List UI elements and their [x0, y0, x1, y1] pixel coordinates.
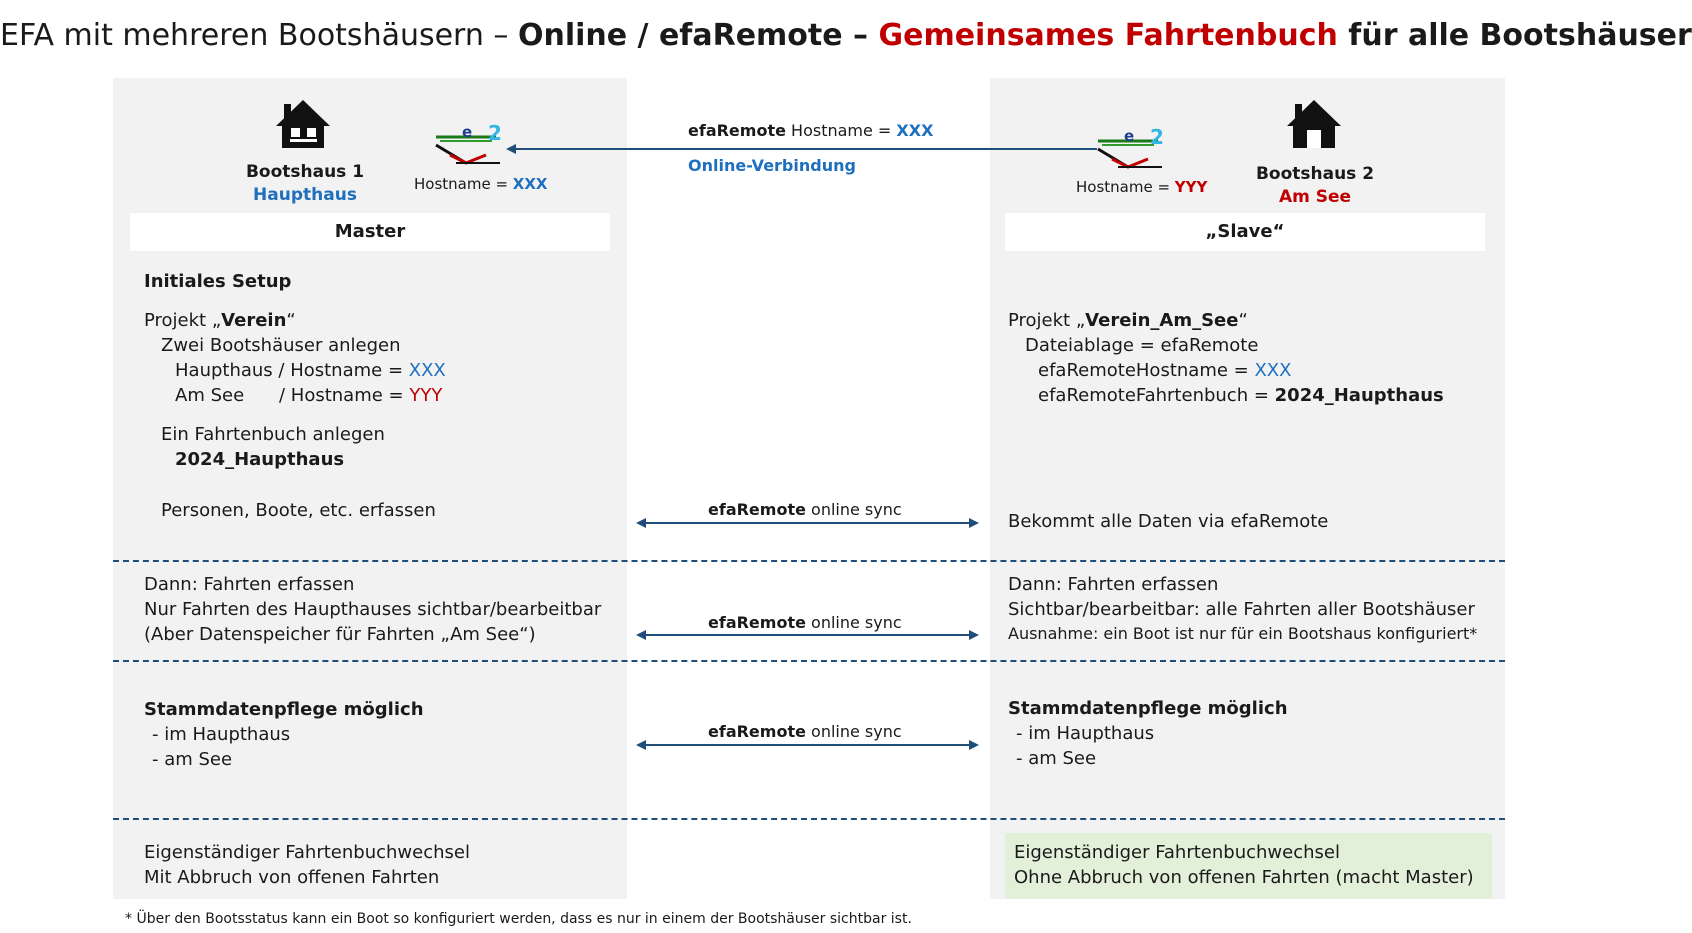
haupthaus-label: Haupthaus / Hostname = [175, 360, 409, 381]
haupthaus-hostname-line [175, 358, 446, 383]
slave-house-subtitle: Am See [1278, 187, 1352, 207]
master-s3-line-1: - im Haupthaus [152, 724, 291, 745]
haupthaus-host: XXX [408, 360, 446, 381]
sync-label-rest: online sync [805, 722, 902, 741]
efa-logo-letter-2: 2 [1150, 125, 1164, 149]
connection-label-bold: efaRemote [688, 121, 786, 140]
two-houses-line: Zwei Bootshäuser anlegen [161, 335, 401, 356]
title-part-4: für alle Bootshäuser [1337, 18, 1692, 53]
efa-logo-letter-2: 2 [488, 121, 502, 145]
amsee-host-label: / Hostname = [279, 385, 410, 406]
bekommt-line: Bekommt alle Daten via efaRemote [1008, 511, 1329, 532]
master-role-header: Master [130, 213, 610, 251]
hostname-label: Hostname = [414, 175, 513, 193]
remote-hostname-label: efaRemoteHostname = [1038, 360, 1255, 381]
connection-label-rest: Hostname = [785, 121, 897, 140]
amsee-hostname-line [279, 383, 442, 408]
title-part-3: Gemeinsames Fahrtenbuch [878, 18, 1338, 53]
master-s3-heading: Stammdatenpflege möglich [144, 699, 424, 720]
remote-logbook-line [1038, 383, 1444, 408]
remote-logbook-label: efaRemoteFahrtenbuch = [1038, 385, 1275, 406]
sync-label-bold: efaRemote [708, 722, 806, 741]
slave-hostname [1076, 177, 1207, 198]
project-name: Verein [221, 310, 287, 331]
house-icon [276, 100, 330, 148]
efa-logo-letter-e: e [1124, 127, 1135, 145]
footnote: * Über den Bootsstatus kann ein Boot so konfiguriert werden, dass es nur in einem der Bootshäuser sichtbar ist. [125, 911, 912, 927]
slave-s2-line-2: Sichtbar/bearbeitbar: alle Fahrten aller Bootshäuser [1008, 599, 1475, 620]
master-s3-line-2: - am See [152, 749, 233, 770]
master-s4-line-1: Eigenständiger Fahrtenbuchwechsel [144, 842, 470, 863]
slave-s2-line-3: Ausnahme: ein Boot ist nur für ein Bootshaus konfiguriert* [1008, 624, 1478, 643]
amsee-host: YYY [409, 385, 443, 406]
master-s4-line-2: Mit Abbruch von offenen Fahrten [144, 867, 440, 888]
project-suffix: “ [286, 310, 296, 331]
master-s2-line-2: Nur Fahrten des Haupthauses sichtbar/bearbeitbar [144, 599, 602, 620]
master-house-name: Bootshaus 1 [245, 162, 365, 182]
efa-logo-letter-e: e [462, 123, 473, 141]
logbook-name: 2024_Haupthaus [175, 449, 345, 470]
slave-s4-line-2: Ohne Abbruch von offenen Fahrten (macht Master) [1014, 867, 1474, 888]
slave-house-name: Bootshaus 2 [1255, 164, 1375, 184]
setup-heading: Initiales Setup [144, 271, 292, 292]
online-connection-label: Online-Verbindung [688, 156, 856, 175]
remote-logbook-value: 2024_Haupthaus [1274, 385, 1444, 406]
remote-hostname-line [1038, 358, 1291, 383]
logbook-create-line: Ein Fahrtenbuch anlegen [161, 424, 385, 445]
title-part-1: EFA mit mehreren Bootshäusern – [0, 18, 518, 53]
slave-role-header: „Slave“ [1005, 213, 1485, 251]
personen-line: Personen, Boote, etc. erfassen [161, 500, 436, 521]
master-s2-line-1: Dann: Fahrten erfassen [144, 574, 355, 595]
hostname-label: Hostname = [1076, 178, 1175, 196]
amsee-label: Am See [175, 385, 245, 406]
project-prefix: Projekt „ [144, 310, 222, 331]
sync-label-bold: efaRemote [708, 500, 806, 519]
slave-s3-line-1: - im Haupthaus [1016, 723, 1155, 744]
remote-hostname-value: XXX [1254, 360, 1292, 381]
sync-label-bold: efaRemote [708, 613, 806, 632]
master-project-line [144, 308, 296, 333]
hostname-value: XXX [512, 175, 548, 193]
master-house-subtitle: Haupthaus [253, 185, 357, 205]
project-prefix: Projekt „ [1008, 310, 1086, 331]
connection-label [688, 120, 933, 142]
sync-label-3 [708, 722, 902, 741]
sync-label-1 [708, 500, 902, 519]
master-s2-line-3: (Aber Datenspeicher für Fahrten „Am See“) [144, 624, 536, 645]
hostname-value: YYY [1174, 178, 1208, 196]
slave-s3-line-2: - am See [1016, 748, 1097, 769]
project-name: Verein_Am_See [1085, 310, 1239, 331]
master-hostname [414, 174, 548, 195]
slave-project-line [1008, 308, 1248, 333]
house-icon [1287, 100, 1341, 148]
slave-s4-line-1: Eigenständiger Fahrtenbuchwechsel [1014, 842, 1340, 863]
title-part-2: Online / efaRemote – [517, 18, 879, 53]
project-suffix: “ [1238, 310, 1248, 331]
dateiablage-line: Dateiablage = efaRemote [1025, 335, 1259, 356]
connection-label-value: XXX [896, 121, 934, 140]
sync-label-2 [708, 613, 902, 632]
slave-s3-heading: Stammdatenpflege möglich [1008, 698, 1288, 719]
sync-label-rest: online sync [805, 613, 902, 632]
slave-s2-line-1: Dann: Fahrten erfassen [1008, 574, 1219, 595]
sync-label-rest: online sync [805, 500, 902, 519]
